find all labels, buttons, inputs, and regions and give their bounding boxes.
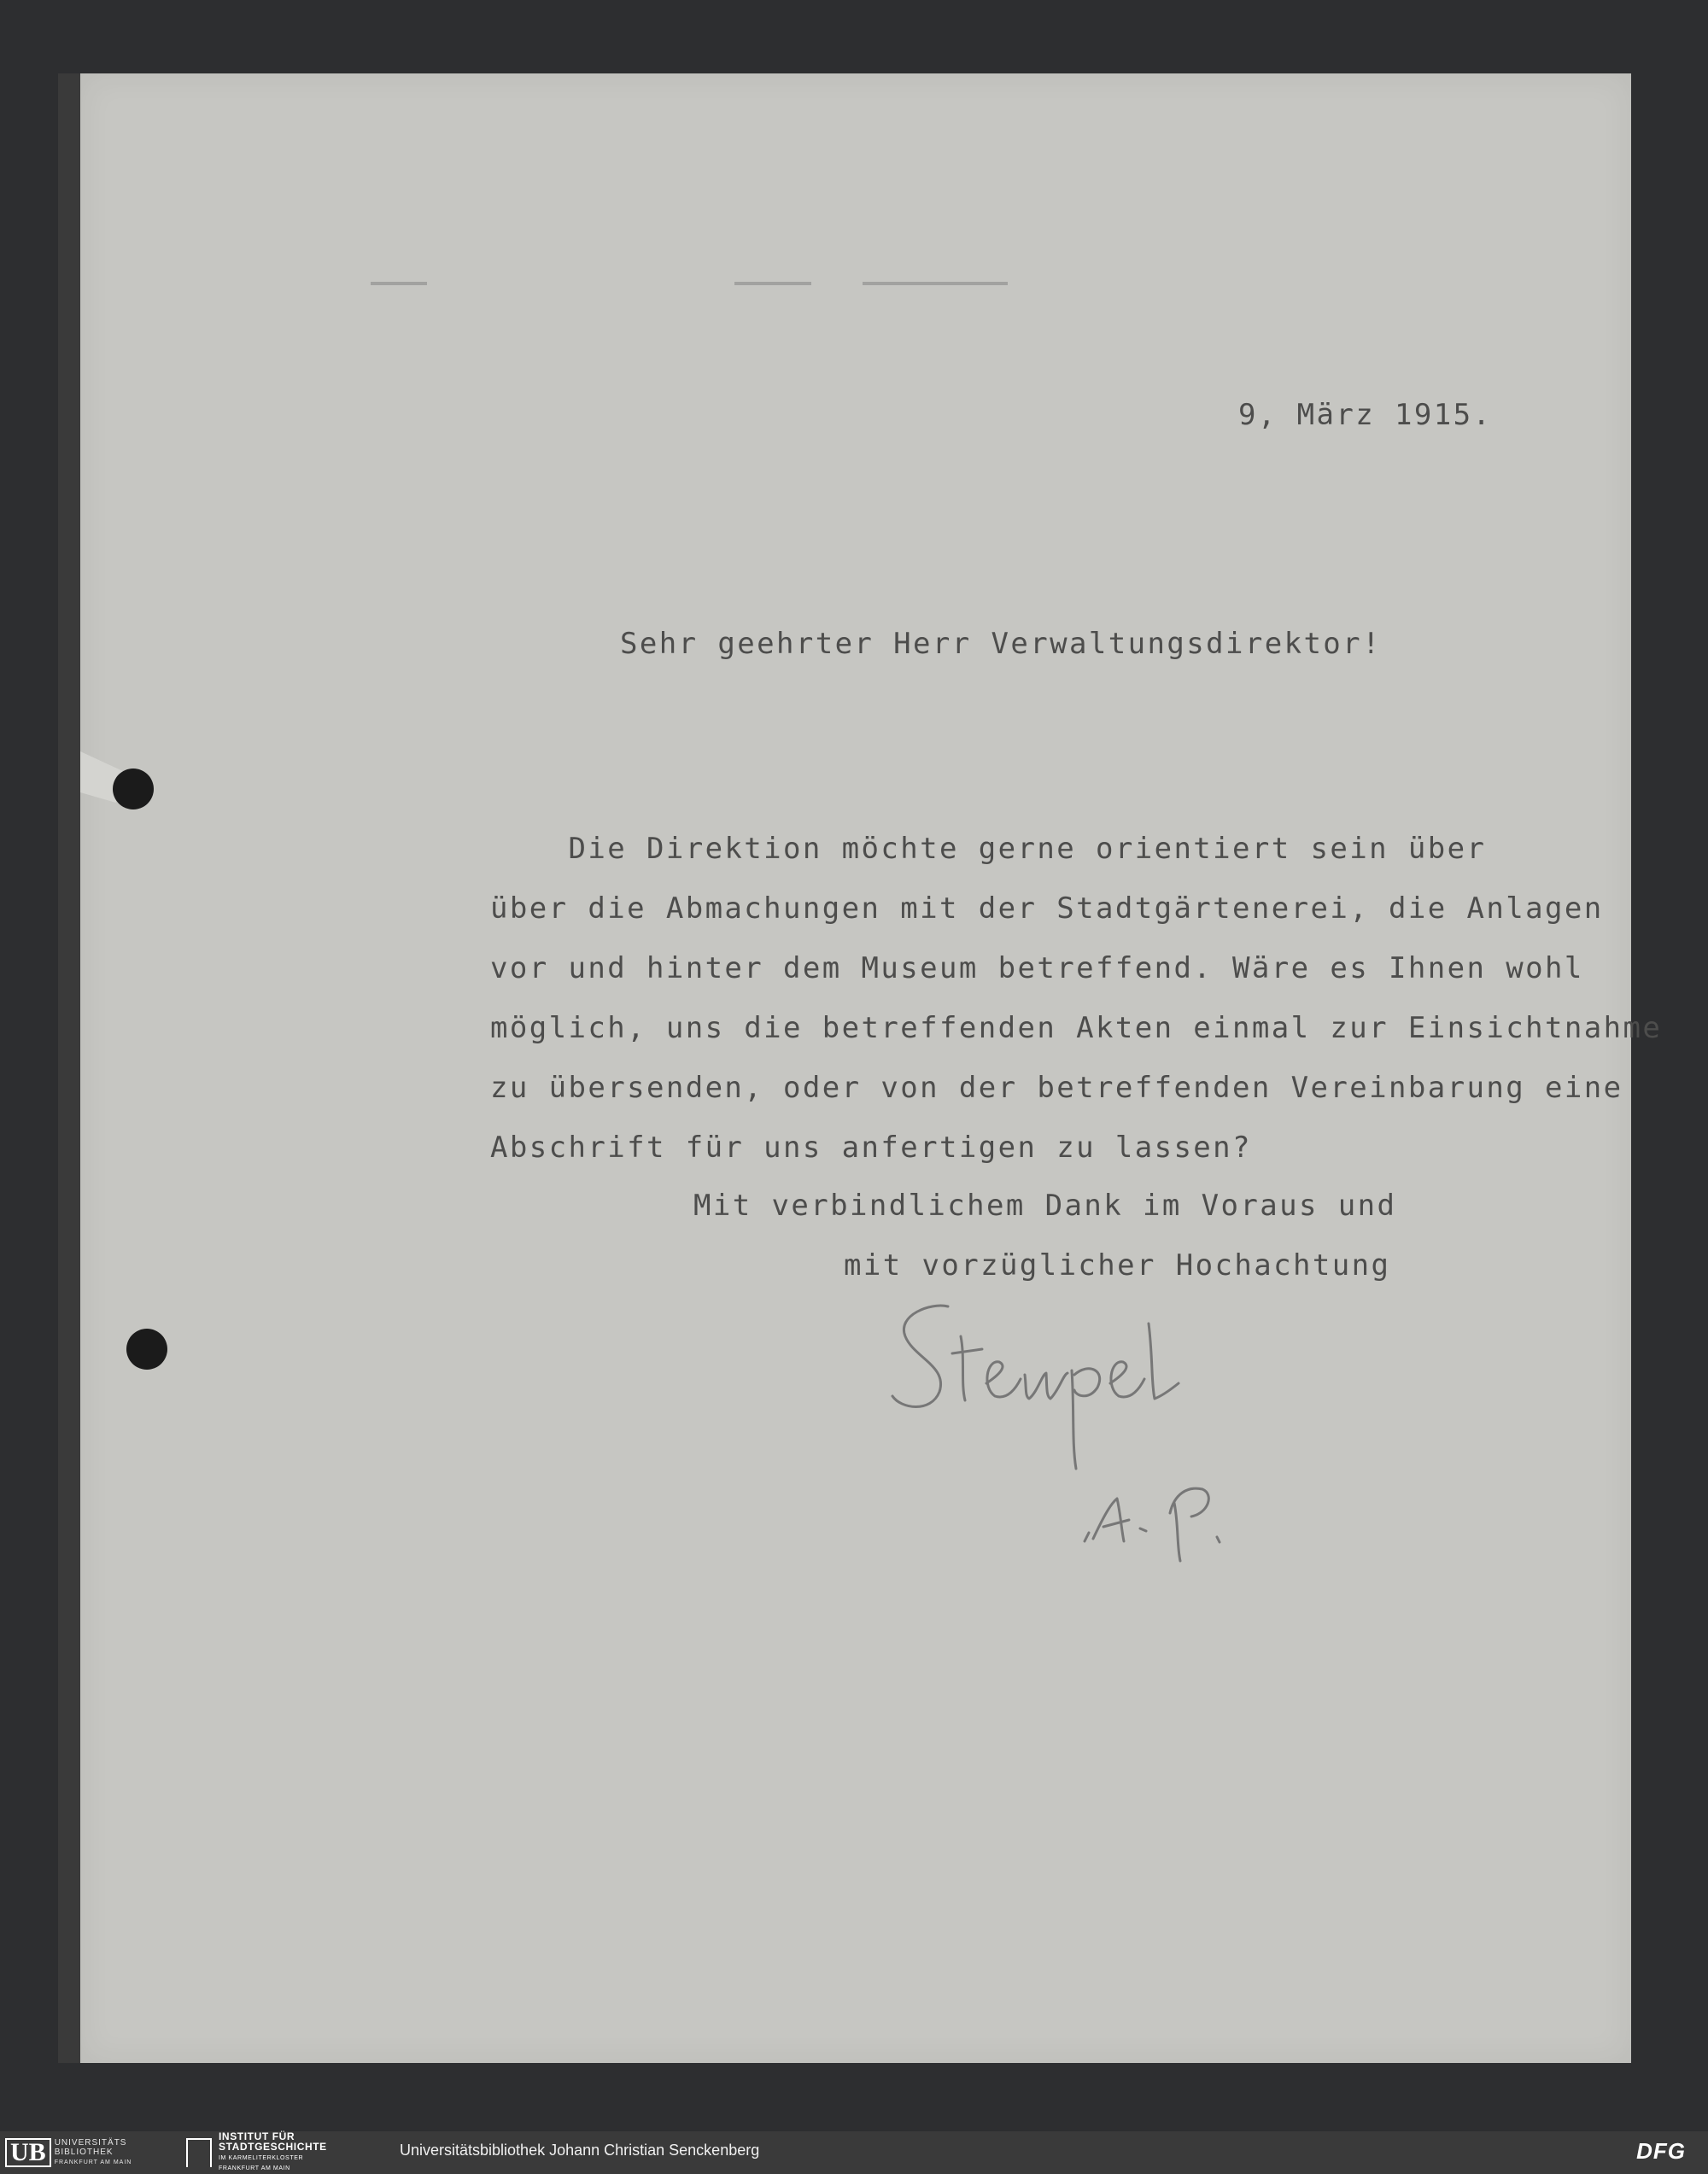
body-line: vor und hinter dem Museum betreffend. Wäre es Ihnen wohl — [490, 951, 1584, 985]
isg-logo-line: INSTITUT FÜR — [219, 2130, 295, 2142]
ub-logo-text — [55, 2138, 132, 2167]
handwritten-signature — [880, 1289, 1290, 1580]
building-icon — [186, 2138, 212, 2167]
closing-line-2: mit vorzüglicher Hochachtung — [844, 1248, 1391, 1283]
ub-logo-line: UNIVERSITÄTS — [54, 2138, 127, 2148]
closing-line-1: Mit verbindlichem Dank im Voraus und — [693, 1189, 1397, 1223]
letter-page — [80, 73, 1631, 2063]
isg-logo-line: STADTGESCHICHTE — [219, 2141, 327, 2153]
footer-bar — [0, 2131, 1708, 2174]
ub-logo-mark: UB — [5, 2138, 51, 2167]
letter-date: 9, März 1915. — [1238, 398, 1493, 432]
isg-logo — [186, 2130, 327, 2171]
footer-title[interactable]: Universitätsbibliothek Johann Christian Senckenberg — [400, 2142, 760, 2159]
punch-hole-bottom — [126, 1329, 167, 1370]
body-line: Abschrift für uns anfertigen zu lassen? — [490, 1131, 1252, 1165]
ub-logo-line: FRANKFURT AM MAIN — [54, 2159, 132, 2165]
ub-logo — [5, 2136, 132, 2169]
body-line: über die Abmachungen mit der Stadtgärtenerei, die Anlagen — [490, 891, 1604, 926]
body-line: Die Direktion möchte gerne orientiert sein über — [490, 832, 1487, 866]
dfg-logo: DFG — [1636, 2138, 1686, 2164]
body-line: zu übersenden, oder von der betreffenden Vereinbarung eine — [490, 1071, 1623, 1105]
faint-mark — [863, 282, 1008, 285]
body-line: möglich, uns die betreffenden Akten einmal zur Einsichtnahme — [490, 1011, 1663, 1045]
ub-logo-line: BIBLIOTHEK — [54, 2148, 114, 2157]
faint-mark — [734, 282, 811, 285]
isg-logo-text — [219, 2132, 327, 2173]
punch-hole-top — [113, 768, 154, 809]
isg-logo-line: FRANKFURT AM MAIN — [219, 2165, 290, 2171]
faint-mark — [371, 282, 427, 285]
paper-left-edge — [58, 73, 82, 2063]
letter-salutation: Sehr geehrter Herr Verwaltungsdirektor! — [620, 627, 1382, 661]
isg-logo-line: IM KARMELITERKLOSTER — [219, 2155, 304, 2161]
